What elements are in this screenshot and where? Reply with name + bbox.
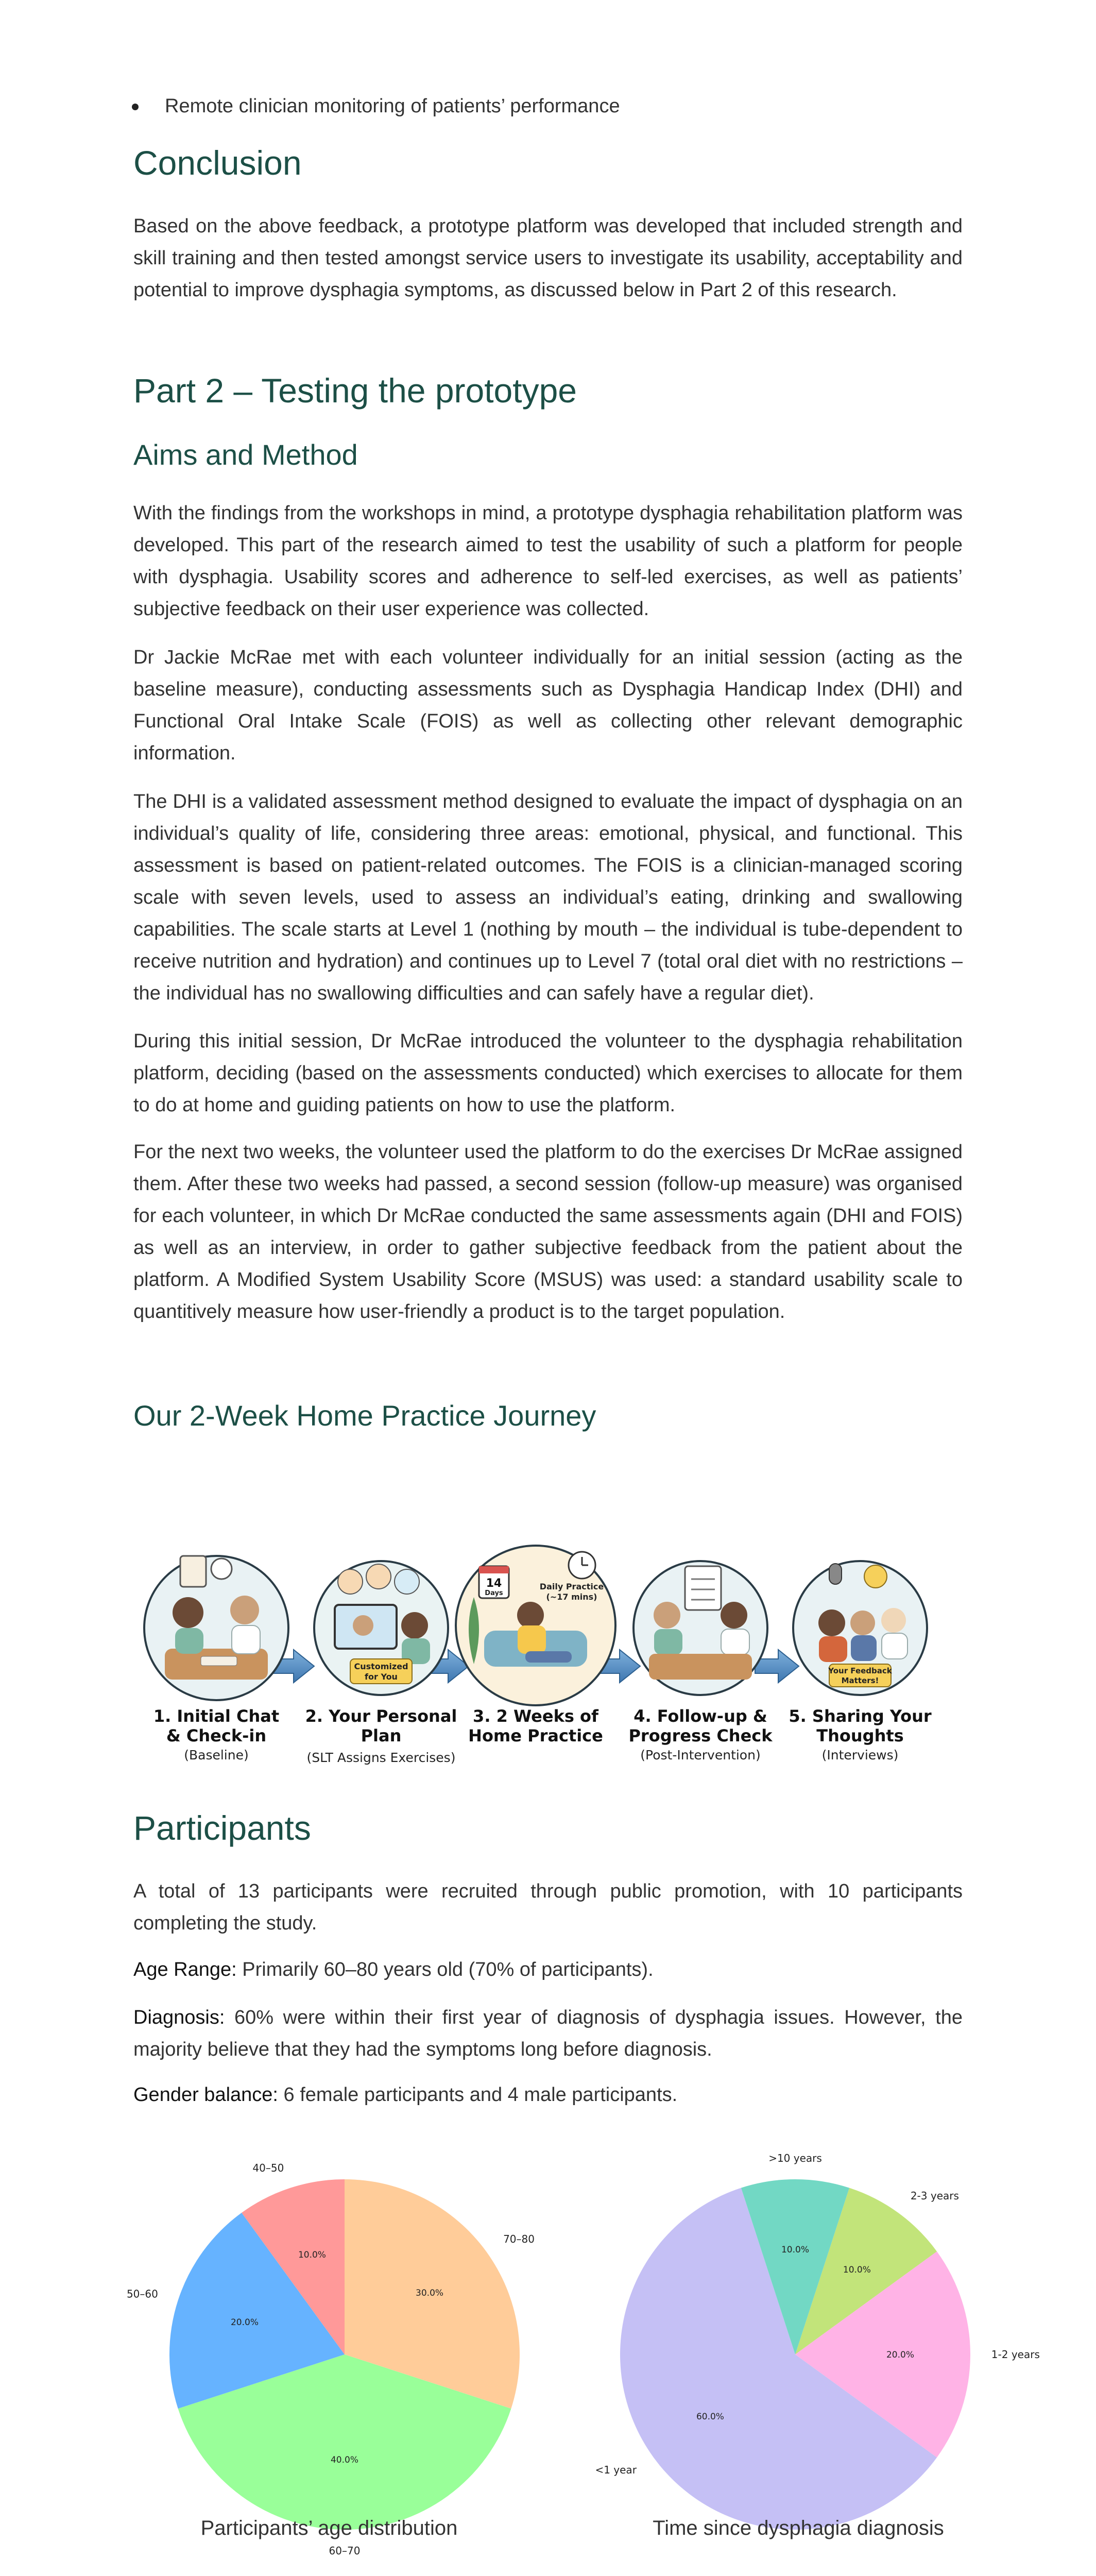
pie-percent-label: 20.0% [230,2317,259,2328]
step-1-title-2: & Check-in [166,1726,267,1745]
step-5-badge-line2: Matters! [841,1676,879,1685]
pie-category-label: 2-3 years [910,2189,959,2202]
calendar-label: Days [485,1589,503,1597]
step-3-illustration [456,1546,615,1705]
aims-paragraph-4: During this initial session, Dr McRae introduced the volunteer to the dysphagia rehabilitation platform, deciding (based on the assessments conducted) which exercises to allocate for them to do at home and guiding patients on how to use the platform. [133,1030,963,1116]
step-2-badge-line2: for You [365,1672,398,1682]
age-label: Age Range: [133,1959,237,1980]
pie-percent-label: 10.0% [843,2264,871,2275]
step-2-subtitle: (SLT Assigns Exercises) [306,1750,456,1765]
pie-category-label: 70–80 [503,2233,535,2246]
step-3-title-1: 3. 2 Weeks of [473,1706,598,1726]
pie-percent-label: 40.0% [330,2455,359,2465]
pie-percent-label: 20.0% [886,2350,915,2360]
step-1-title-1: 1. Initial Chat [153,1706,280,1726]
step-4-title-1: 4. Follow-up & [633,1706,767,1726]
step-5-title-2: Thoughts [816,1726,904,1745]
conclusion-heading: Conclusion [133,144,302,182]
pie-percent-label: 30.0% [416,2288,444,2299]
aims-paragraph-2: Dr Jackie McRae met with each volunteer individually for an initial session (acting as the baseline measure), conducting assessments such as Dysphagia Handicap Index (DHI) and Functional Oral Intake Scale (FOIS) as well as collecting other relevant demographic information. [133,647,963,764]
pie-category-label: 50–60 [126,2287,158,2300]
diagnosis-text: 60% were within their first year of diagnosis of dysphagia issues. However, the majority believe that they had the symptoms long before diagnosis. [133,2007,963,2060]
calendar-number: 14 [486,1577,502,1590]
conclusion-text: Based on the above feedback, a prototype platform was developed that included strength and skill training and then tested amongst service users to investigate its usability, acceptability and potential to improve dysphagia symptoms, as discussed below in Part 2 of this research. [133,215,963,301]
step-2-illustration [314,1561,448,1695]
aims-paragraph-5: For the next two weeks, the volunteer used the platform to do the exercises Dr McRae assigned them. After these two weeks had passed, a second session (follow-up measure) was organised for each volunteer, in which Dr McRae conducted the same assessments again (DHI and FOIS) as well as an interview, in order to gather subjective feedback from the patient about the platform. A Modified System Usability Score (MSUS) was used: a standard usability scale to quantitively measure how user-friendly a product is to the target population. [133,1141,963,1323]
aims-heading: Aims and Method [133,438,358,471]
daily-practice-note-1: Daily Practice [539,1582,604,1591]
participants-age [133,1954,963,1986]
step-2-title-1: 2. Your Personal [305,1706,457,1726]
step-2-title-2: Plan [361,1726,402,1745]
pie-category-label: 60–70 [329,2544,361,2557]
step-5-illustration [793,1561,927,1695]
aims-paragraph-3: The DHI is a validated assessment method designed to evaluate the impact of dysphagia on an individual’s quality of life, considering three areas: emotional, physical, and functional. This assessment is based on patient-related outcomes. The FOIS is a clinician-managed scoring scale with seven levels, used to assess an individual’s eating, drinking and swallowing capabilities. The scale starts at Level 1 (nothing by mouth – the individual is tube-dependent to receive nutrition and hydration) and continues up to Level 7 (total oral diet with no restrictions – the individual has no swallowing difficulties and can safely have a regular diet). [133,791,963,1004]
journey-infographic [144,1510,958,1788]
step-5-badge-line1: Your Feedback [828,1666,892,1675]
pie-category-label: >10 years [768,2152,822,2165]
step-5-title-1: 5. Sharing Your [789,1706,932,1726]
step-4-subtitle: (Post-Intervention) [640,1748,761,1762]
aims-paragraph-1: With the findings from the workshops in mind, a prototype dysphagia rehabilitation platform was developed. This part of the research aimed to test the usability of such a platform for people with dysphagia. Usability scores and adherence to self-led exercises, as well as patients’ subjective feedback on their user experience was collected. [133,502,963,620]
participants-heading: Participants [133,1809,311,1847]
age-chart-caption: Participants’ age distribution [200,2517,458,2539]
step-1-illustration [144,1556,288,1700]
gender-label: Gender balance: [133,2084,278,2106]
step-5-subtitle: (Interviews) [821,1748,899,1762]
step-2-badge-line1: Customized [354,1662,408,1671]
step-4-illustration [633,1561,767,1695]
diagnosis-chart-caption: Time since dysphagia diagnosis [653,2517,944,2539]
participants-diagnosis [133,2002,963,2065]
pie-category-label: <1 year [595,2463,637,2476]
bullet-item: Remote clinician monitoring of patients’ performance [165,93,620,119]
daily-practice-note-2: (~17 mins) [546,1592,597,1602]
step-4-title-2: Progress Check [628,1726,773,1745]
diagnosis-label: Diagnosis: [133,2007,225,2028]
pie-charts [126,2128,1040,2571]
participants-gender [133,2079,963,2111]
step-3-title-2: Home Practice [468,1726,603,1745]
age-text: Primarily 60–80 years old (70% of participants). [236,1959,654,1980]
step-1-subtitle: (Baseline) [184,1748,249,1762]
pie-category-label: 1-2 years [991,2348,1040,2361]
pie-percent-label: 10.0% [781,2245,810,2255]
gender-text: 6 female participants and 4 male participants. [278,2084,678,2106]
participants-intro: A total of 13 participants were recruited through public promotion, with 10 participants completing the study. [133,1880,963,1934]
journey-heading: Our 2-Week Home Practice Journey [133,1399,596,1432]
pie-percent-label: 10.0% [298,2249,326,2260]
pie-category-label: 40–50 [252,2161,284,2174]
pie-percent-label: 60.0% [696,2411,724,2422]
part2-heading: Part 2 – Testing the prototype [133,371,577,410]
